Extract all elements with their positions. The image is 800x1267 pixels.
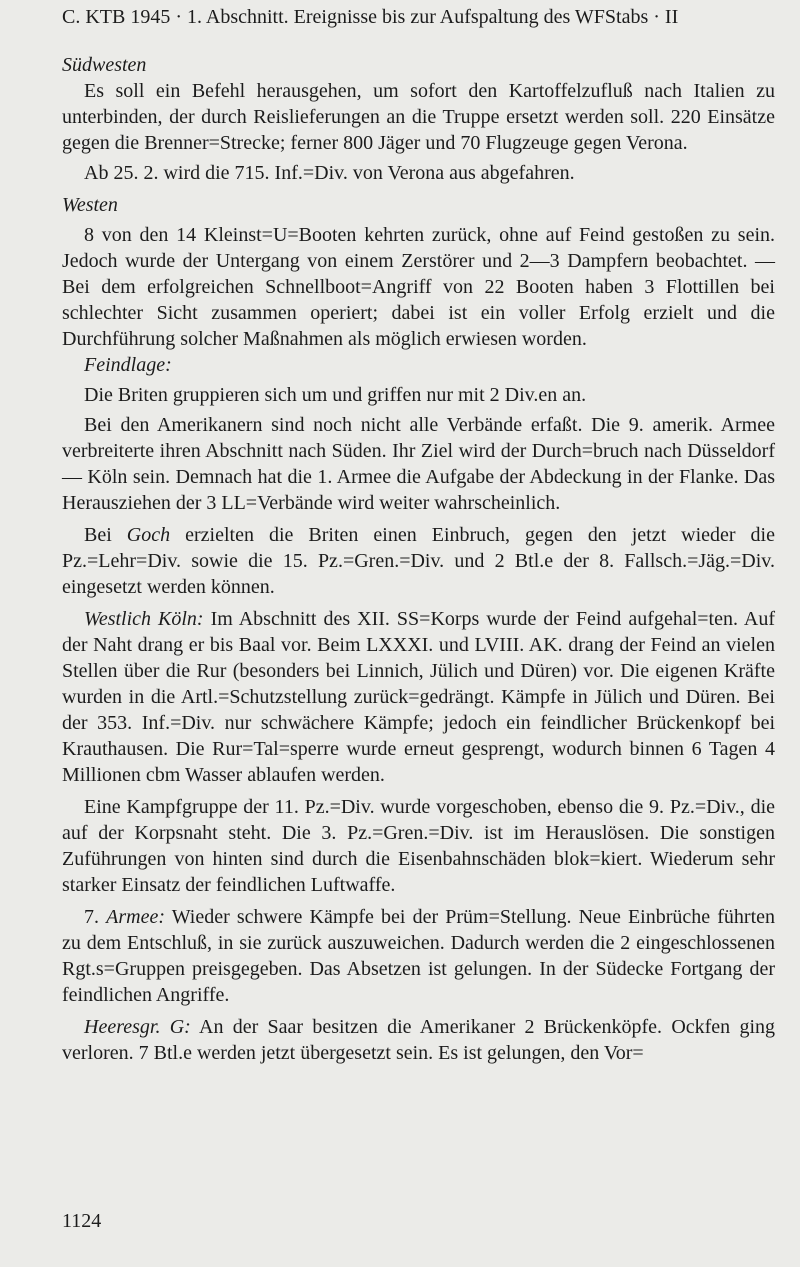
paragraph: Ab 25. 2. wird die 715. Inf.=Div. von Verona aus abgefahren. — [84, 162, 575, 184]
text-run: erzielten die Briten einen Einbruch, gegen den jetzt wieder die Pz.=Lehr=Div. sowie die 15. Pz.=Gren.=Div. und 2 Btl.e der 8. Fallsch.=Jäg.=Div. eingesetzt werden können. — [62, 524, 775, 598]
paragraph — [62, 904, 775, 1008]
text-run: 7. — [84, 906, 107, 928]
running-head: C. KTB 1945 · 1. Abschnitt. Ereignisse bis zur Aufspaltung des WFStabs · II — [62, 6, 679, 28]
section-title-suedwesten: Südwesten — [62, 54, 147, 76]
section-title-westen: Westen — [62, 194, 118, 216]
text-run: Im Abschnitt des XII. SS=Korps wurde der Feind aufgehal=ten. Auf der Naht drang er bis Baal vor. Beim LXXXI. und LVIII. AK. drang der Feind an vielen Stellen über die Rur (besonders bei Linnich, Jülich und Düren) vor. Die eigenen Kräfte wurden in die Artl.=Schutzstellung zurück=gedrängt. Kämpfe in Jülich und Düren. Bei der 353. Inf.=Div. nur schwächere Kämpfe; jedoch ein feindlicher Brückenkopf bei Krauthausen. Die Rur=Tal=sperre wurde erneut gesprengt, wodurch binnen 6 Tagen 4 Millionen cbm Wasser ablaufen werden. — [62, 608, 775, 786]
paragraph — [62, 522, 775, 600]
text-run: Wieder schwere Kämpfe bei der Prüm=Stellung. Neue Einbrüche führten zu dem Entschluß, in sie zurück auszuweichen. Dadurch werden die 2 eingeschlossenen Rgt.s=Gruppen preisgegeben. Das Absetzen ist gelungen. In der Südecke Fortgang der feindlichen Angriffe. — [62, 906, 776, 1006]
run-in-heading: Westlich Köln: — [84, 608, 204, 630]
subheading-feindlage: Feindlage: — [84, 354, 172, 376]
paragraph: Die Briten gruppieren sich um und griffen nur mit 2 Div.en an. — [84, 384, 587, 406]
paragraph: Es soll ein Befehl herausgehen, um sofort den Kartoffelzufluß nach Italien zu unterbinden, der durch Reislieferungen an die Truppe ersetzt werden soll. 220 Einsätze gegen die Brenner=Strecke; ferner 800 Jäger und 70 Flugzeuge gegen Verona. — [62, 80, 775, 154]
text-run: Bei — [84, 524, 127, 546]
paragraph: Eine Kampfgruppe der 11. Pz.=Div. wurde vorgeschoben, ebenso die 9. Pz.=Div., die auf der Korpsnaht steht. Die 3. Pz.=Gren.=Div. ist im Herauslösen. Die sonstigen Zuführungen von hinten sind durch die Eisenbahnschäden blok=kiert. Wiederum sehr starker Einsatz der feindlichen Luftwaffe. — [62, 796, 775, 896]
paragraph — [62, 606, 775, 788]
paragraph — [62, 1014, 775, 1066]
page-number: 1124 — [62, 1210, 102, 1232]
run-in-heading: Heeresgr. G: — [84, 1016, 191, 1038]
page-body — [62, 4, 775, 1066]
place-name: Goch — [126, 524, 171, 546]
paragraph: 8 von den 14 Kleinst=U=Booten kehrten zurück, ohne auf Feind gestoßen zu sein. Jedoch wurde der Untergang von einem Zerstörer und 2—3 Dampfern beobachtet. — Bei dem erfolgreichen Schnellboot=Angriff von 22 Booten haben 3 Flottillen bei schlechter Sicht zusammen operiert; dabei ist ein voller Erfolg erzielt und die Durchführung solcher Maßnahmen als möglich erwiesen worden. — [62, 224, 775, 350]
text-run: An der Saar besitzen die Amerikaner 2 Brückenköpfe. Ockfen ging verloren. 7 Btl.e werden jetzt übergesetzt sein. Es ist gelungen, den Vor= — [62, 1016, 775, 1064]
paragraph: Bei den Amerikanern sind noch nicht alle Verbände erfaßt. Die 9. amerik. Armee verbreiterte ihren Abschnitt nach Süden. Ihr Ziel wird der Durch=bruch nach Düsseldorf — Köln sein. Demnach hat die 1. Armee die Aufgabe der Abdeckung in der Flanke. Das Herausziehen der 3 LL=Verbände wird weiter wahrscheinlich. — [62, 414, 775, 514]
run-in-heading: Armee: — [106, 906, 165, 928]
